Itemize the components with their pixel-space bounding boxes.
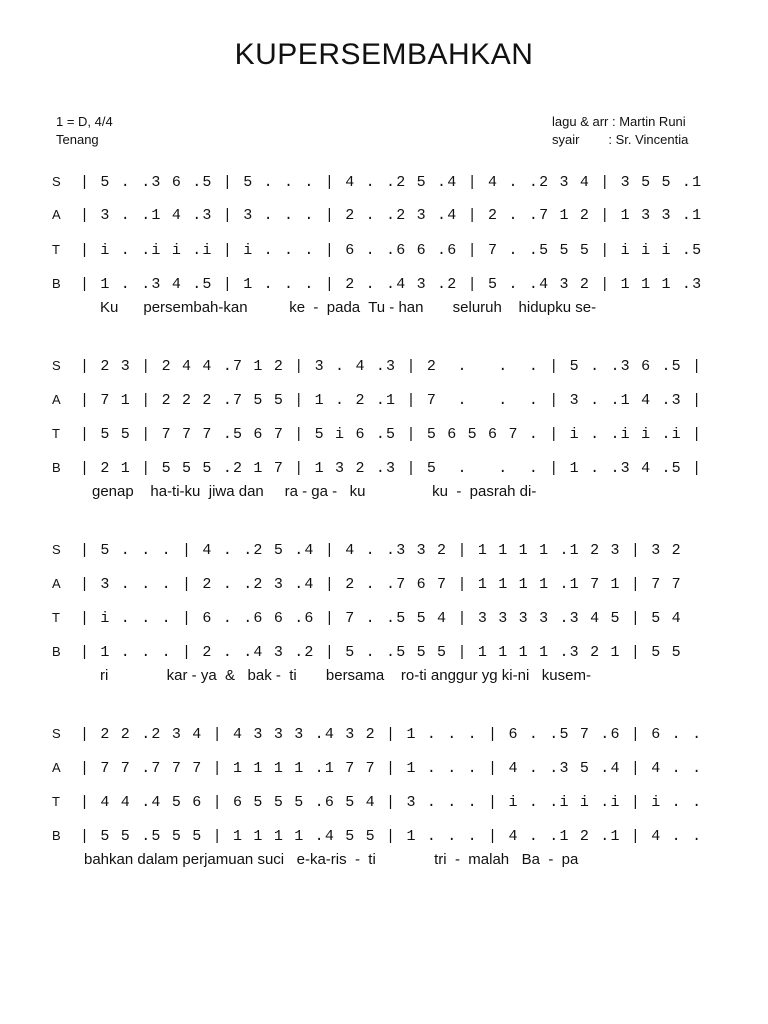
notation-line: | 5 5 | 7 7 7 .5 6 7 | 5 i 6 .5 | 5 6 5 6 7 . | i . .i i .i | — [80, 426, 703, 443]
voice-label: S — [52, 542, 61, 557]
voice-label: S — [52, 726, 61, 741]
lyrics-line: bahkan dalam perjamuan suci e-ka-ris - ti tri - malah Ba - pa — [84, 851, 579, 868]
voice-label: S — [52, 358, 61, 373]
voice-label: A — [52, 760, 61, 775]
notation-line: | 5 5 .5 5 5 | 1 1 1 1 .4 5 5 | 1 . . . | 4 . .1 2 .1 | 4 . . — [80, 828, 703, 845]
staff-row-soprano — [52, 724, 742, 744]
voice-label: B — [52, 644, 61, 659]
staff-row-soprano — [52, 540, 742, 560]
staff-row-bass — [52, 274, 742, 294]
staff-row-soprano — [52, 356, 742, 376]
song-title: KUPERSEMBAHKAN — [234, 38, 534, 71]
staff-row-alto — [52, 205, 742, 225]
notation-line: | 7 1 | 2 2 2 .7 5 5 | 1 . 2 .1 | 7 . . . | 3 . .1 4 .3 | — [80, 392, 703, 409]
staff-row-tenor — [52, 424, 742, 444]
notation-line: | 2 1 | 5 5 5 .2 1 7 | 1 3 2 .3 | 5 . . . | 1 . .3 4 .5 | — [80, 460, 703, 477]
voice-label: B — [52, 828, 61, 843]
notation-line: | i . .i i .i | i . . . | 6 . .6 6 .6 | 7 . .5 5 5 | i i i .5 — [80, 242, 703, 259]
notation-line: | 3 . .1 4 .3 | 3 . . . | 2 . .2 3 .4 | 2 . .7 1 2 | 1 3 3 .1 — [80, 207, 703, 224]
notation-line: | i . . . | 6 . .6 6 .6 | 7 . .5 5 4 | 3 3 3 3 .3 4 5 | 5 4 — [80, 610, 682, 627]
voice-label: B — [52, 276, 61, 291]
notation-line: | 5 . . . | 4 . .2 5 .4 | 4 . .3 3 2 | 1 1 1 1 .1 2 3 | 3 2 — [80, 542, 682, 559]
lyrics-line: Ku persembah-kan ke - pada Tu - han seluruh hidupku se- — [100, 299, 597, 316]
voice-label: T — [52, 426, 60, 441]
notation-line: | 2 2 .2 3 4 | 4 3 3 3 .4 3 2 | 1 . . . | 6 . .5 7 .6 | 6 . . — [80, 726, 703, 743]
notation-line: | 2 3 | 2 4 4 .7 1 2 | 3 . 4 .3 | 2 . . . | 5 . .3 6 .5 | — [80, 358, 703, 375]
staff-row-bass — [52, 458, 742, 478]
voice-label: T — [52, 610, 60, 625]
notation-line: | 7 7 .7 7 7 | 1 1 1 1 .1 7 7 | 1 . . . | 4 . .3 5 .4 | 4 . . — [80, 760, 703, 777]
composer-credit: lagu & arr : Martin Runi — [552, 114, 686, 129]
staff-row-bass — [52, 642, 742, 662]
voice-label: B — [52, 460, 61, 475]
voice-label: T — [52, 242, 60, 257]
voice-label: A — [52, 207, 61, 222]
notation-line: | 5 . .3 6 .5 | 5 . . . | 4 . .2 5 .4 | 4 . .2 3 4 | 3 5 5 .1 — [80, 174, 703, 191]
staff-row-alto — [52, 574, 742, 594]
staff-row-bass — [52, 826, 742, 846]
key-signature: 1 = D, 4/4 — [56, 114, 113, 129]
staff-row-soprano — [52, 172, 742, 192]
staff-row-tenor — [52, 792, 742, 812]
staff-row-alto — [52, 758, 742, 778]
voice-label: T — [52, 794, 60, 809]
lyricist-credit: syair : Sr. Vincentia — [552, 132, 689, 147]
voice-label: S — [52, 174, 61, 189]
staff-row-alto — [52, 390, 742, 410]
notation-line: | 1 . . . | 2 . .4 3 .2 | 5 . .5 5 5 | 1 1 1 1 .3 2 1 | 5 5 — [80, 644, 682, 661]
notation-line: | 1 . .3 4 .5 | 1 . . . | 2 . .4 3 .2 | 5 . .4 3 2 | 1 1 1 .3 — [80, 276, 703, 293]
staff-row-tenor — [52, 608, 742, 628]
lyrics-line: ri kar - ya & bak - ti bersama ro-ti anggur yg ki-ni kusem- — [100, 667, 591, 684]
voice-label: A — [52, 392, 61, 407]
tempo-marking: Tenang — [56, 132, 99, 147]
notation-line: | 4 4 .4 5 6 | 6 5 5 5 .6 5 4 | 3 . . . | i . .i i .i | i . . — [80, 794, 703, 811]
staff-row-tenor — [52, 240, 742, 260]
notation-line: | 3 . . . | 2 . .2 3 .4 | 2 . .7 6 7 | 1 1 1 1 .1 7 1 | 7 7 — [80, 576, 682, 593]
lyrics-line: genap ha-ti-ku jiwa dan ra - ga - ku ku - pasrah di- — [92, 483, 537, 500]
voice-label: A — [52, 576, 61, 591]
